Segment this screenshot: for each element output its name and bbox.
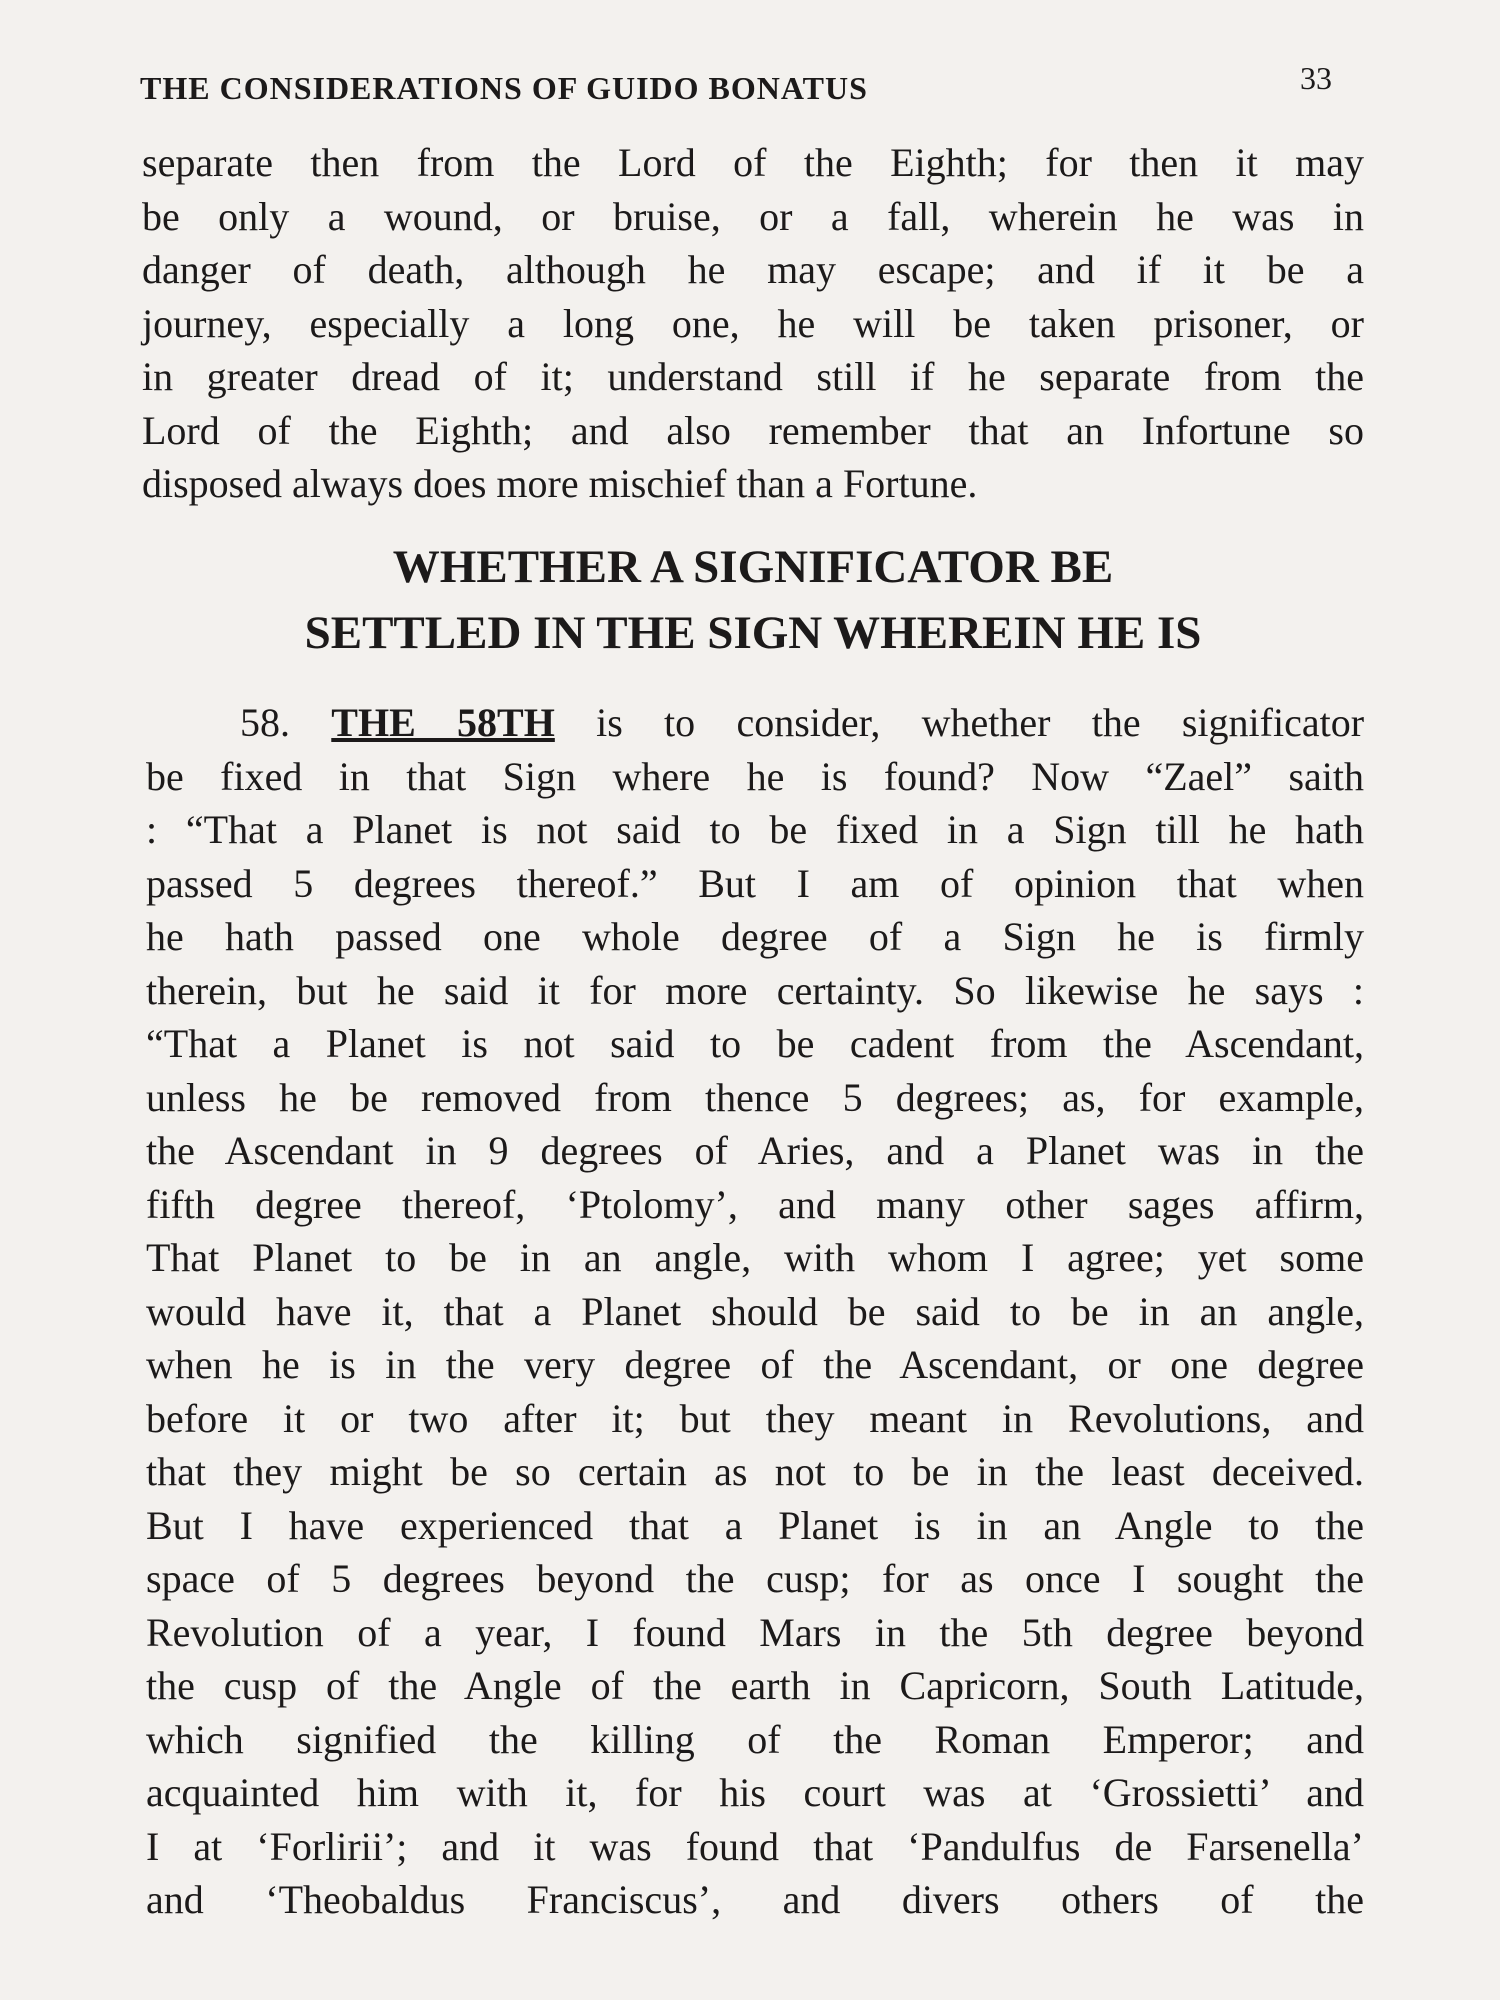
heading-line: SETTLED IN THE SIGN WHEREIN HE IS (304, 607, 1202, 659)
text-line: and ‘Theobaldus Franciscus’, and divers others of the (146, 1877, 1364, 1922)
text-line: But I have experienced that a Planet is in an Angle to the (146, 1502, 1364, 1548)
text-line: That Planet to be in an angle, with whom I agree; yet some (146, 1235, 1364, 1280)
text-line: before it or two after it; but they meant in Revolutions, and (146, 1395, 1364, 1441)
text-line: Lord of the Eighth; and also remember that an Infortune so (142, 407, 1364, 453)
section-heading (142, 534, 1364, 666)
text-line: separate then from the Lord of the Eighth; for then it may (142, 140, 1364, 185)
text-line: he hath passed one whole degree of a Sign he is firmly (146, 914, 1364, 959)
text-line: fifth degree thereof, ‘Ptolomy’, and many other sages affirm, (146, 1181, 1364, 1227)
text-line: the cusp of the Angle of the earth in Capricorn, South Latitude, (146, 1663, 1364, 1708)
consideration-number: 58. (240, 700, 290, 745)
text-line: when he is in the very degree of the Ascendant, or one degree (146, 1342, 1364, 1387)
text-line: unless he be removed from thence 5 degrees; as, for example, (146, 1074, 1364, 1120)
text-line (146, 696, 1366, 750)
text-line: the Ascendant in 9 degrees of Aries, and a Planet was in the (146, 1128, 1364, 1173)
text-line: be fixed in that Sign where he is found? Now “Zael” saith (146, 753, 1364, 799)
text-line: : “That a Planet is not said to be fixed in a Sign till he hath (146, 807, 1364, 852)
text-line: passed 5 degrees thereof.” But I am of opinion that when (146, 860, 1364, 906)
running-header: THE CONSIDERATIONS OF GUIDO BONATUS (140, 70, 868, 106)
consideration-label: THE 58TH (331, 700, 555, 745)
text-line: disposed always does more mischief than a Fortune. (142, 461, 978, 506)
text-line: which signified the killing of the Roman Emperor; and (146, 1716, 1364, 1762)
text-line: Revolution of a year, I found Mars in the 5th degree beyond (146, 1609, 1364, 1655)
text-line: therein, but he said it for more certainty. So likewise he says : (146, 967, 1364, 1013)
text-line: journey, especially a long one, he will be taken prisoner, or (142, 300, 1364, 346)
first-line-text: is to consider, whether the significator (596, 700, 1365, 745)
text-line: acquainted him with it, for his court was at ‘Grossietti’ and (146, 1770, 1364, 1815)
consideration-58-paragraph (146, 696, 1366, 1927)
text-line: in greater dread of it; understand still if he separate from the (142, 354, 1364, 399)
page-number: 33 (1300, 60, 1332, 96)
text-line: would have it, that a Planet should be said to be in an angle, (146, 1288, 1364, 1334)
text-line: “That a Planet is not said to be cadent from the Ascendant, (146, 1021, 1364, 1066)
heading-line: WHETHER A SIGNIFICATOR BE (392, 541, 1114, 593)
text-line: space of 5 degrees beyond the cusp; for as once I sought the (146, 1556, 1364, 1601)
text-line: danger of death, although he may escape; and if it be a (142, 247, 1364, 292)
text-line: be only a wound, or bruise, or a fall, wherein he was in (142, 193, 1364, 239)
text-line: I at ‘Forlirii’; and it was found that ‘Pandulfus de Farsenella’ (146, 1823, 1364, 1869)
intro-paragraph (142, 136, 1364, 511)
text-line: that they might be so certain as not to be in the least deceived. (146, 1449, 1364, 1494)
